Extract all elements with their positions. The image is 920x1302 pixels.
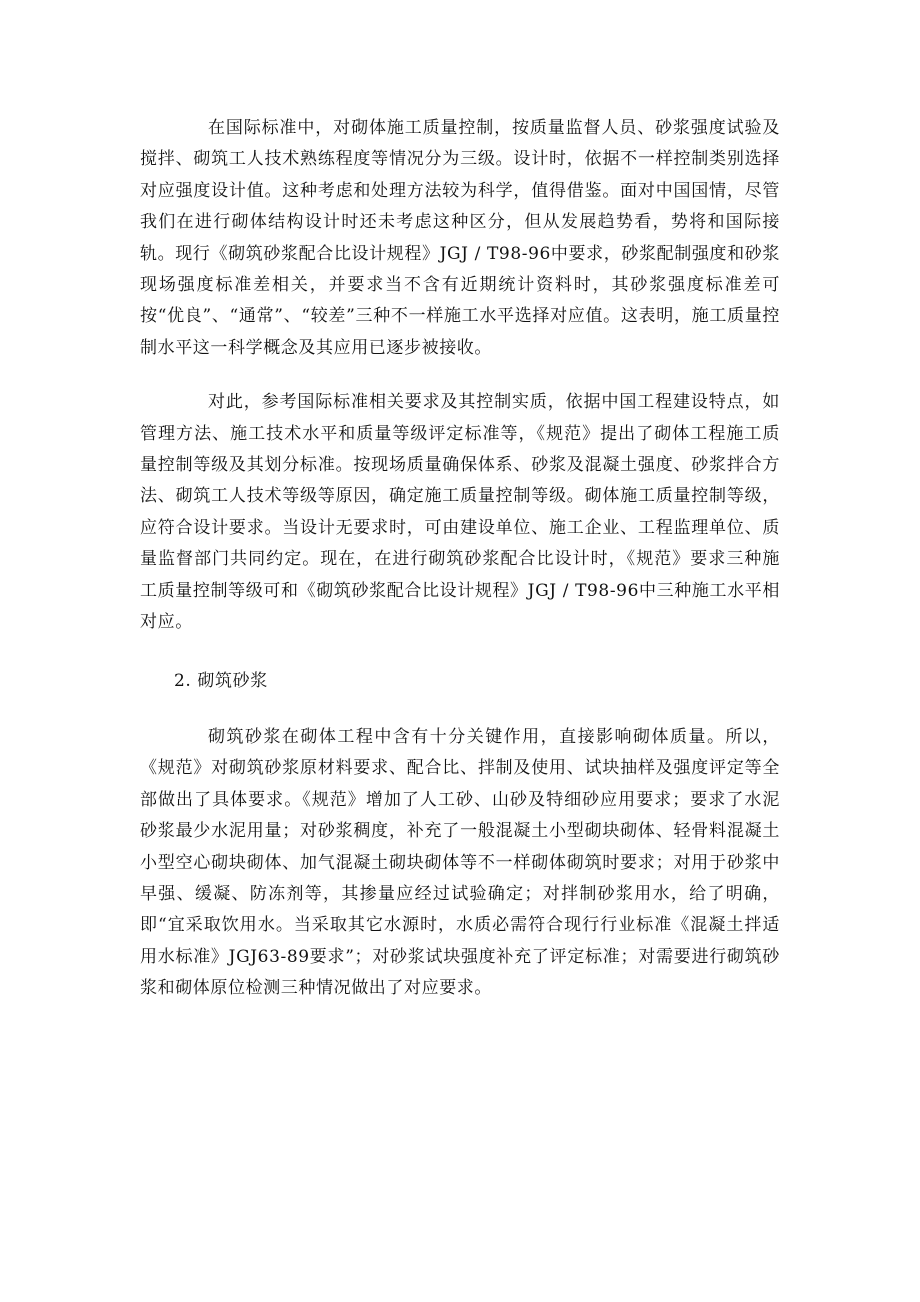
document-body [140,113,780,1005]
section-heading-masonry-mortar: 2. 砌筑砂浆 [174,670,268,691]
paragraph-quality-control-levels: 在国际标准中，对砌体施工质量控制，按质量监督人员、砂浆强度试验及搅拌、砌筑工人技术熟练程度等情况分为三级。设计时，依据不一样控制类别选择对应强度设计值。这种考虑和处理方法较为科学，值得借鉴。面对中国国情，尽管我们在进行砌体结构设计时还未考虑这种区分，但从发展趋势看，势将和国际接轨。现行《砌筑砂浆配合比设计规程》JGJ / T98-96中要求，砂浆配制强度和砂浆现场强度标准差相关，并要求当不含有近期统计资料时，其砂浆强度标准差可按“优良”、“通常”、“较差”三种不一样施工水平选择对应值。这表明，施工质量控制水平这一科学概念及其应用已逐步被接收。 [140,118,780,358]
paragraph-masonry-mortar: 砌筑砂浆在砌体工程中含有十分关键作用，直接影响砌体质量。所以，《规范》对砌筑砂浆原材料要求、配合比、拌制及使用、试块抽样及强度评定等全部做出了具体要求。《规范》增加了人工砂、山砂及特细砂应用要求；要求了水泥砂浆最少水泥用量；对砂浆稠度，补充了一般混凝土小型砌块砌体、轻骨料混凝土小型空心砌块砌体、加气混凝土砌块砌体等不一样砌体砌筑时要求；对用于砂浆中早强、缓凝、防冻剂等，其掺量应经过试验确定；对拌制砂浆用水，给了明确，即“宜采取饮用水。当采取其它水源时，水质必需符合现行行业标准《混凝土拌适用水标准》JGJ63-89要求”；对砂浆试块强度补充了评定标准；对需要进行砌筑砂浆和砌体原位检测三种情况做出了对应要求。 [140,726,780,999]
paragraph-code-provisions: 对此，参考国际标准相关要求及其控制实质，依据中国工程建设特点，如管理方法、施工技术水平和质量等级评定标准等，《规范》提出了砌体工程施工质量控制等级及其划分标准。按现场质量确保体系、砂浆及混凝土强度、砂浆拌合方法、砌筑工人技术等级等原因，确定施工质量控制等级。砌体施工质量控制等级，应符合设计要求。当设计无要求时，可由建设单位、施工企业、工程监理单位、质量监督部门共同约定。现在，在进行砌筑砂浆配合比设计时，《规范》要求三种施工质量控制等级可和《砌筑砂浆配合比设计规程》JGJ / T98-96中三种施工水平相对应。 [140,392,780,633]
